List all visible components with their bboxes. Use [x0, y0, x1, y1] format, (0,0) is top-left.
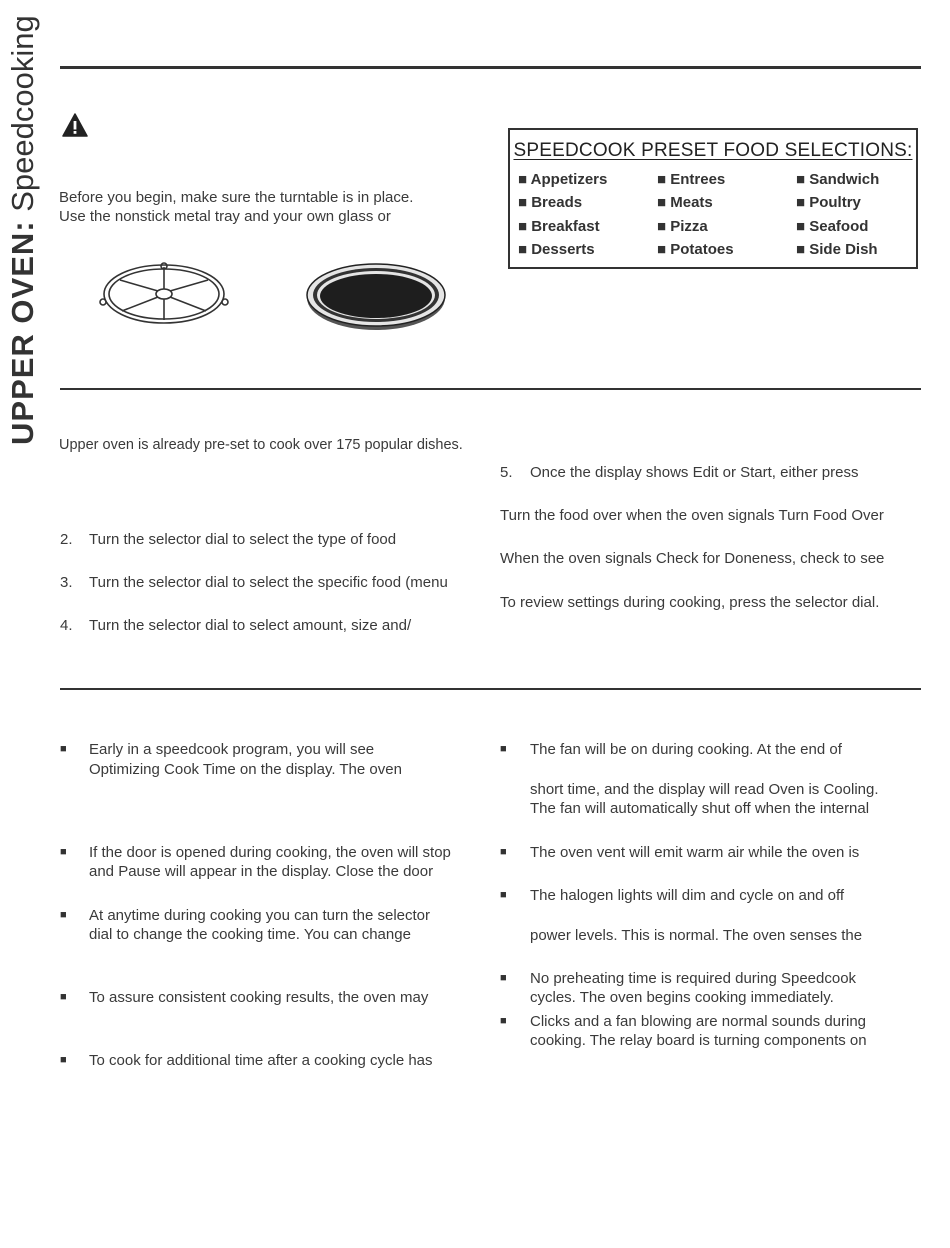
bullet-marker: ■ [60, 909, 67, 921]
preset-item: ■ Breads [518, 194, 583, 211]
bullet-marker: ■ [60, 846, 67, 858]
bullet-line: Early in a speedcook program, you will see [89, 741, 375, 758]
instruction-line: When the oven signals Check for Doneness, check to see [500, 550, 885, 567]
step-text: Once the display shows Edit or Start, either press [530, 464, 859, 481]
bullet-line: cooking. The relay board is turning components on [530, 1032, 867, 1049]
preset-item: ■ Breakfast [518, 218, 600, 235]
bullet-line: Optimizing Cook Time on the display. The oven [89, 761, 402, 778]
top-rule [60, 66, 921, 69]
bullet-line: The halogen lights will dim and cycle on and off [530, 887, 845, 904]
bullet-marker: ■ [500, 846, 507, 858]
bullet-line: Clicks and a fan blowing are normal sounds during [530, 1013, 867, 1030]
side-title [3, 15, 43, 445]
step-number: 2. [60, 531, 73, 548]
preset-item: ■ Poultry [796, 194, 861, 211]
step-text: Turn the selector dial to select the type of food [89, 531, 397, 548]
bullet-line: cycles. The oven begins cooking immediately. [530, 989, 834, 1006]
bullet-line: short time, and the display will read Oven is Cooling. [530, 781, 879, 798]
step-text: Turn the selector dial to select amount, size and/ [89, 617, 412, 634]
preset-item: ■ Potatoes [657, 241, 734, 258]
instruction-line: Turn the food over when the oven signals Turn Food Over [500, 507, 884, 524]
warning-triangle-icon [62, 113, 88, 137]
preset-item: ■ Seafood [796, 218, 869, 235]
section-rule-3 [60, 688, 921, 690]
bullet-marker: ■ [60, 991, 67, 1003]
bullet-marker: ■ [500, 1015, 507, 1027]
intro-line-1: Before you begin, make sure the turntable is in place. [59, 189, 414, 206]
preset-selections-box [508, 128, 918, 269]
preset-item: ■ Side Dish [796, 241, 878, 258]
preset-item: ■ Appetizers [518, 171, 608, 188]
bullet-marker: ■ [500, 972, 507, 984]
bullet-marker: ■ [60, 1054, 67, 1066]
section2-intro: Upper oven is already pre-set to cook over 175 popular dishes. [59, 437, 463, 453]
bullet-marker: ■ [500, 889, 507, 901]
bullet-line: The oven vent will emit warm air while the oven is [530, 844, 860, 861]
preset-item: ■ Desserts [518, 241, 595, 258]
step-number: 5. [500, 464, 513, 481]
side-title-bold: UPPER OVEN: [5, 220, 40, 445]
bullet-line: and Pause will appear in the display. Close the door [89, 863, 434, 880]
bullet-line: To assure consistent cooking results, the oven may [89, 989, 429, 1006]
preset-item: ■ Entrees [657, 171, 726, 188]
bullet-marker: ■ [60, 743, 67, 755]
intro-line-2: Use the nonstick metal tray and your own glass or [59, 208, 391, 225]
preset-item: ■ Sandwich [796, 171, 880, 188]
preset-item: ■ Meats [657, 194, 713, 211]
bullet-line: At anytime during cooking you can turn the selector [89, 907, 431, 924]
bullet-line: No preheating time is required during Speedcook [530, 970, 857, 987]
bullet-line: power levels. This is normal. The oven senses the [530, 927, 863, 944]
instruction-line: To review settings during cooking, press the selector dial. [500, 594, 880, 611]
bullet-line: To cook for additional time after a cooking cycle has [89, 1052, 433, 1069]
side-title-light: Speedcooking [5, 15, 40, 221]
section-rule-2 [60, 388, 921, 390]
bullet-line: The fan will automatically shut off when the internal [530, 800, 870, 817]
step-text: Turn the selector dial to select the specific food (menu [89, 574, 448, 591]
metal-tray-icon [305, 260, 447, 332]
bullet-line: dial to change the cooking time. You can change [89, 926, 411, 943]
bullet-line: The fan will be on during cooking. At the end of [530, 741, 842, 758]
preset-item: ■ Pizza [657, 218, 708, 235]
bullet-marker: ■ [500, 743, 507, 755]
step-number: 4. [60, 617, 73, 634]
bullet-line: If the door is opened during cooking, the oven will stop [89, 844, 451, 861]
turntable-support-icon [96, 258, 232, 330]
step-number: 3. [60, 574, 73, 591]
preset-title: SPEEDCOOK PRESET FOOD SELECTIONS: [513, 140, 913, 161]
